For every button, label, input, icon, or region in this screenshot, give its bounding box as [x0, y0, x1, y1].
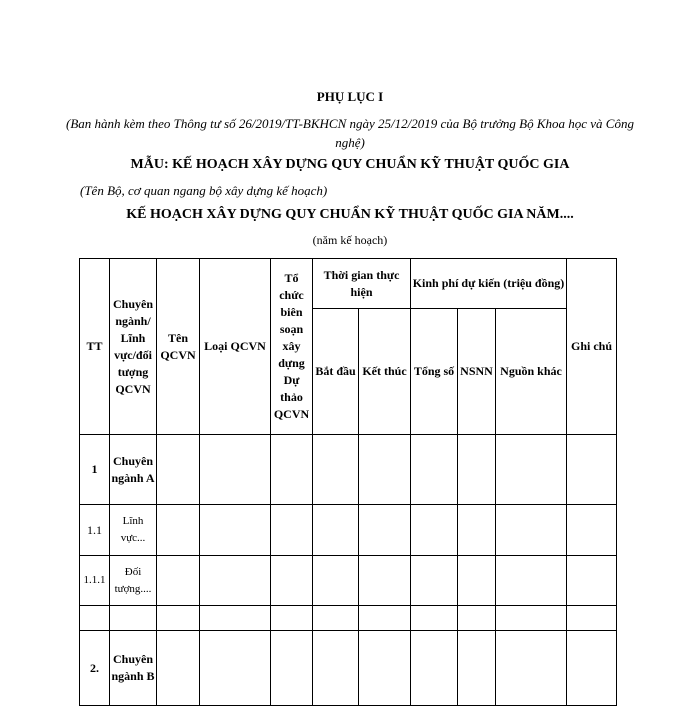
empty-cell — [271, 606, 313, 631]
plan-table — [79, 258, 617, 706]
empty-cell — [411, 505, 458, 556]
header-notes: Ghi chú — [567, 259, 617, 435]
empty-cell — [458, 505, 496, 556]
empty-cell — [200, 435, 271, 505]
table-row — [80, 631, 617, 706]
empty-cell — [200, 631, 271, 706]
empty-cell — [496, 505, 567, 556]
empty-cell — [496, 556, 567, 606]
empty-cell — [157, 435, 200, 505]
empty-cell — [271, 631, 313, 706]
empty-cell — [496, 606, 567, 631]
appendix-title: PHỤ LỤC I — [316, 89, 384, 104]
row-tt — [80, 606, 110, 631]
form-title: MẪU: KẾ HOẠCH XÂY DỰNG QUY CHUẨN KỸ THUẬT QUỐC GIA — [130, 157, 570, 172]
header-tt: TT — [80, 259, 110, 435]
row-field: Chuyên ngành A — [110, 435, 157, 505]
empty-cell — [200, 556, 271, 606]
empty-cell — [567, 505, 617, 556]
header-org: Tổ chức biên soạn xây dựng Dự thảo QCVN — [271, 259, 313, 435]
empty-cell — [458, 606, 496, 631]
empty-cell — [157, 556, 200, 606]
empty-cell — [313, 631, 359, 706]
header-time-start: Bắt đầu — [313, 309, 359, 435]
row-field: Lĩnh vực... — [110, 505, 157, 556]
empty-cell — [411, 606, 458, 631]
empty-cell — [567, 606, 617, 631]
row-tt: 1 — [80, 435, 110, 505]
empty-cell — [359, 435, 411, 505]
empty-cell — [567, 631, 617, 706]
plan-year-note: (năm kế hoạch) — [312, 233, 388, 247]
row-tt: 2. — [80, 631, 110, 706]
empty-cell — [313, 606, 359, 631]
header-budget-other: Nguồn khác — [496, 309, 567, 435]
row-tt: 1.1.1 — [80, 556, 110, 606]
empty-cell — [359, 556, 411, 606]
issuance-note: (Ban hành kèm theo Thông tư số 26/2019/TT-BKHCN ngày 25/12/2019 của Bộ trưởng Bộ Khoa học và Công nghệ) — [66, 116, 634, 150]
empty-cell — [496, 435, 567, 505]
header-name: Tên QCVN — [157, 259, 200, 435]
empty-cell — [567, 435, 617, 505]
plan-title: KẾ HOẠCH XÂY DỰNG QUY CHUẨN KỸ THUẬT QUỐC GIA NĂM.... — [126, 207, 574, 222]
empty-cell — [411, 435, 458, 505]
header-type: Loại QCVN — [200, 259, 271, 435]
empty-cell — [313, 435, 359, 505]
row-field: Chuyên ngành B — [110, 631, 157, 706]
empty-cell — [359, 606, 411, 631]
row-field — [110, 606, 157, 631]
empty-cell — [313, 556, 359, 606]
empty-cell — [359, 631, 411, 706]
empty-cell — [271, 505, 313, 556]
empty-cell — [359, 505, 411, 556]
empty-cell — [567, 556, 617, 606]
header-budget-total: Tổng số — [411, 309, 458, 435]
empty-cell — [458, 435, 496, 505]
empty-cell — [271, 556, 313, 606]
header-field: Chuyên ngành/ Lĩnh vực/đối tượng QCVN — [110, 259, 157, 435]
empty-cell — [411, 556, 458, 606]
empty-cell — [458, 631, 496, 706]
table-row — [80, 505, 617, 556]
empty-cell — [157, 606, 200, 631]
header-time-end: Kết thúc — [359, 309, 411, 435]
empty-cell — [411, 631, 458, 706]
empty-cell — [200, 505, 271, 556]
empty-cell — [157, 631, 200, 706]
row-tt: 1.1 — [80, 505, 110, 556]
table-row — [80, 435, 617, 505]
table-row — [80, 556, 617, 606]
header-budget-group: Kinh phí dự kiến (triệu đồng) — [411, 259, 567, 309]
empty-cell — [157, 505, 200, 556]
empty-cell — [271, 435, 313, 505]
empty-cell — [313, 505, 359, 556]
header-budget-nsnn: NSNN — [458, 309, 496, 435]
empty-cell — [496, 631, 567, 706]
ministry-note: (Tên Bộ, cơ quan ngang bộ xây dựng kế hoạch) — [80, 183, 328, 198]
table-row — [80, 606, 617, 631]
empty-cell — [200, 606, 271, 631]
row-field: Đối tượng.... — [110, 556, 157, 606]
empty-cell — [458, 556, 496, 606]
header-time-group: Thời gian thực hiện — [313, 259, 411, 309]
